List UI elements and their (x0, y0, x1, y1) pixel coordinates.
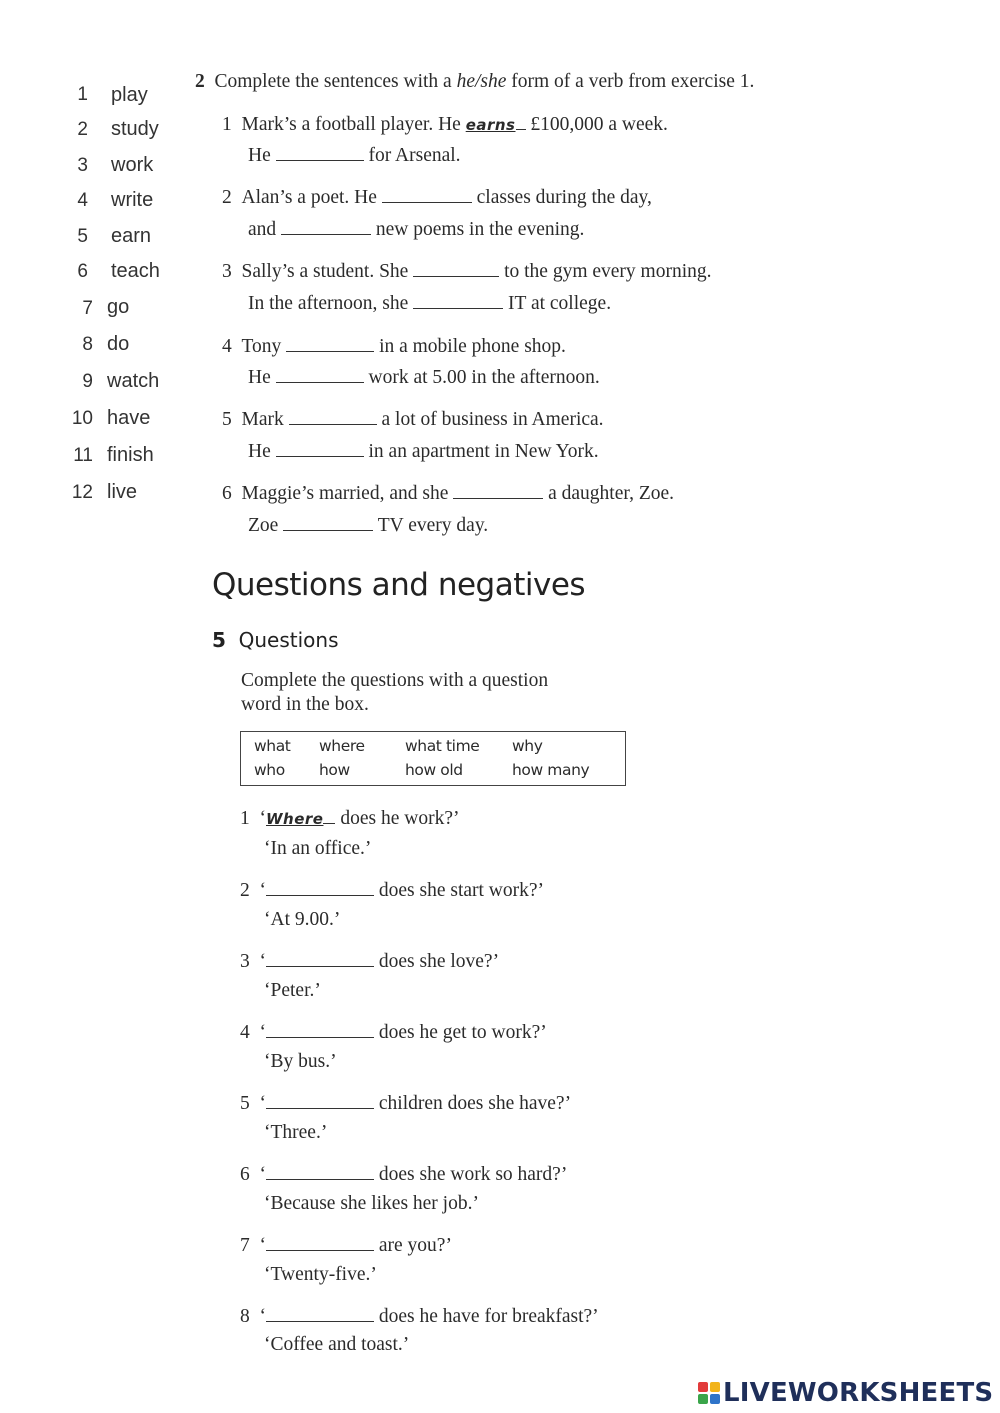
question-text: children does she have?’ (374, 1093, 572, 1114)
question-text: does she work so hard?’ (374, 1164, 568, 1185)
section-heading: Questions and negatives (212, 567, 586, 603)
item-number: 6 (222, 483, 232, 504)
verb-number: 6 (77, 261, 88, 282)
verb-word: earn (111, 225, 152, 247)
logo-grid-icon (698, 1382, 720, 1404)
question-number: 1 (240, 808, 250, 829)
answer-blank[interactable] (453, 497, 543, 499)
exercise-item-line (222, 187, 652, 209)
answer-blank[interactable] (266, 1178, 374, 1180)
box-word: how many (512, 761, 590, 779)
liveworksheets-logo (698, 1378, 993, 1408)
exercise-2-instruction (195, 71, 754, 93)
box-word: why (512, 737, 543, 755)
item-text: Mark’s a football player. He (241, 114, 466, 135)
item-number: 4 (222, 336, 232, 357)
verb-word: have (107, 407, 151, 429)
box-word: what time (405, 737, 480, 755)
item-text: TV every day. (373, 515, 489, 536)
item-number: 3 (222, 261, 232, 282)
question-number: 8 (240, 1306, 250, 1327)
answer-example: Where (266, 810, 324, 828)
instruction-italic: he/she (456, 71, 507, 92)
open-quote: ‘ (259, 1164, 266, 1185)
item-text: in a mobile phone shop. (374, 336, 566, 357)
reply-line: ‘At 9.00.’ (264, 909, 341, 930)
answer-blank[interactable] (413, 307, 503, 309)
question-number: 7 (240, 1235, 250, 1256)
verb-number: 11 (73, 445, 93, 466)
item-text: Mark (241, 409, 289, 430)
answer-blank[interactable] (266, 965, 374, 967)
answer-blank[interactable] (283, 529, 373, 531)
exercise-item-line (222, 114, 668, 136)
item-text: Alan’s a poet. He (241, 187, 382, 208)
item-number: 2 (222, 187, 232, 208)
verb-number: 4 (77, 190, 88, 211)
verb-number: 3 (77, 155, 88, 176)
reply-line: ‘Peter.’ (264, 980, 321, 1001)
item-text: work at 5.00 in the afternoon. (363, 367, 600, 388)
exercise-5-instruction: Complete the questions with a question (241, 670, 549, 691)
item-text: In the afternoon, she (248, 293, 414, 314)
exercise-item-line (222, 261, 712, 283)
verb-number: 5 (77, 226, 88, 247)
question-number: 2 (240, 880, 250, 901)
item-text: Zoe (248, 515, 284, 536)
item-text: IT at college. (503, 293, 612, 314)
answer-blank (323, 822, 335, 824)
open-quote: ‘ (259, 808, 266, 829)
exercise-item-line (248, 367, 600, 389)
item-number: 1 (222, 114, 232, 135)
answer-blank[interactable] (281, 233, 371, 235)
verb-word: do (107, 333, 130, 355)
verb-number: 9 (82, 371, 93, 392)
question-text: does he work?’ (335, 808, 460, 829)
item-number: 5 (222, 409, 232, 430)
box-word: what (254, 737, 291, 755)
reply-line: ‘In an office.’ (264, 838, 372, 859)
question-line (240, 1306, 599, 1328)
item-text: and (248, 219, 282, 240)
instruction-text: Complete the sentences with a (214, 71, 457, 92)
reply-line: ‘Three.’ (264, 1122, 328, 1143)
question-text: does he have for breakfast?’ (374, 1306, 599, 1327)
exercise-number: 2 (195, 71, 205, 92)
verb-word: write (111, 189, 154, 211)
exercise-item-line (248, 441, 599, 463)
verb-word: live (107, 481, 138, 503)
exercise-item-line (222, 336, 566, 358)
answer-blank[interactable] (266, 1107, 374, 1109)
question-text: are you?’ (374, 1235, 452, 1256)
instruction-text: form of a verb from exercise 1. (506, 71, 755, 92)
question-number: 4 (240, 1022, 250, 1043)
reply-line: ‘By bus.’ (264, 1051, 337, 1072)
item-text: for Arsenal. (363, 145, 461, 166)
exercise-number: 5 (212, 628, 226, 652)
verb-word: finish (107, 444, 154, 466)
item-text: He (248, 441, 276, 462)
answer-blank[interactable] (382, 201, 472, 203)
item-text: a lot of business in America. (376, 409, 604, 430)
exercise-item-line (248, 515, 488, 537)
verb-number: 12 (71, 482, 93, 503)
exercise-item-line (222, 409, 604, 431)
answer-blank (516, 128, 526, 130)
item-text: classes during the day, (471, 187, 652, 208)
answer-blank[interactable] (266, 894, 374, 896)
box-word: where (319, 737, 365, 755)
question-line (240, 951, 499, 973)
reply-line: ‘Twenty-five.’ (264, 1264, 377, 1285)
verb-word: play (111, 84, 148, 106)
question-line (240, 1235, 452, 1257)
open-quote: ‘ (259, 880, 266, 901)
item-text: new poems in the evening. (371, 219, 585, 240)
question-line (240, 880, 544, 902)
open-quote: ‘ (259, 1093, 266, 1114)
answer-blank[interactable] (286, 350, 374, 352)
open-quote: ‘ (259, 951, 266, 972)
item-text: Tony (241, 336, 287, 357)
reply-line: ‘Because she likes her job.’ (264, 1193, 479, 1214)
exercise-item-line (222, 483, 674, 505)
question-text: does he get to work?’ (374, 1022, 547, 1043)
item-text: He (248, 367, 276, 388)
answer-blank[interactable] (289, 423, 377, 425)
verb-word: go (107, 296, 130, 318)
verb-word: watch (107, 370, 160, 392)
answer-blank[interactable] (266, 1320, 374, 1322)
exercise-item-line (248, 219, 584, 241)
answer-blank[interactable] (276, 159, 364, 161)
exercise-5-instruction: word in the box. (241, 694, 369, 715)
reply-line: ‘Coffee and toast.’ (264, 1334, 410, 1355)
open-quote: ‘ (259, 1235, 266, 1256)
question-line (240, 1093, 571, 1115)
verb-number: 1 (77, 84, 88, 105)
verb-number: 10 (71, 408, 93, 429)
box-word: how (319, 761, 350, 779)
verb-word: teach (111, 260, 160, 282)
verb-word: work (111, 154, 154, 176)
open-quote: ‘ (259, 1306, 266, 1327)
question-number: 5 (240, 1093, 250, 1114)
exercise-title: Questions (238, 628, 339, 652)
verb-number: 2 (77, 119, 88, 140)
answer-blank[interactable] (266, 1036, 374, 1038)
item-text: Maggie’s married, and she (241, 483, 454, 504)
verb-number: 8 (82, 334, 93, 355)
question-line (240, 808, 459, 830)
exercise-item-line (248, 293, 611, 315)
answer-example: earns (465, 116, 516, 134)
logo-text: LIVEWORKSHEETS (723, 1378, 994, 1408)
item-text: a daughter, Zoe. (543, 483, 675, 504)
item-text: Sally’s a student. She (241, 261, 414, 282)
box-word: how old (405, 761, 463, 779)
exercise-5-title (212, 628, 339, 652)
question-text: does she start work?’ (374, 880, 545, 901)
answer-blank[interactable] (276, 381, 364, 383)
box-word: who (254, 761, 285, 779)
item-text: He (248, 145, 276, 166)
verb-word: study (111, 118, 159, 140)
answer-blank[interactable] (276, 455, 364, 457)
item-text: in an apartment in New York. (363, 441, 599, 462)
question-line (240, 1164, 567, 1186)
item-text: £100,000 a week. (525, 114, 668, 135)
verb-number: 7 (82, 298, 93, 319)
question-word-box (240, 731, 626, 786)
answer-blank[interactable] (266, 1249, 374, 1251)
open-quote: ‘ (259, 1022, 266, 1043)
question-number: 6 (240, 1164, 250, 1185)
exercise-item-line (248, 145, 461, 167)
question-line (240, 1022, 547, 1044)
question-number: 3 (240, 951, 250, 972)
question-text: does she love?’ (374, 951, 500, 972)
answer-blank[interactable] (413, 275, 499, 277)
item-text: to the gym every morning. (499, 261, 712, 282)
